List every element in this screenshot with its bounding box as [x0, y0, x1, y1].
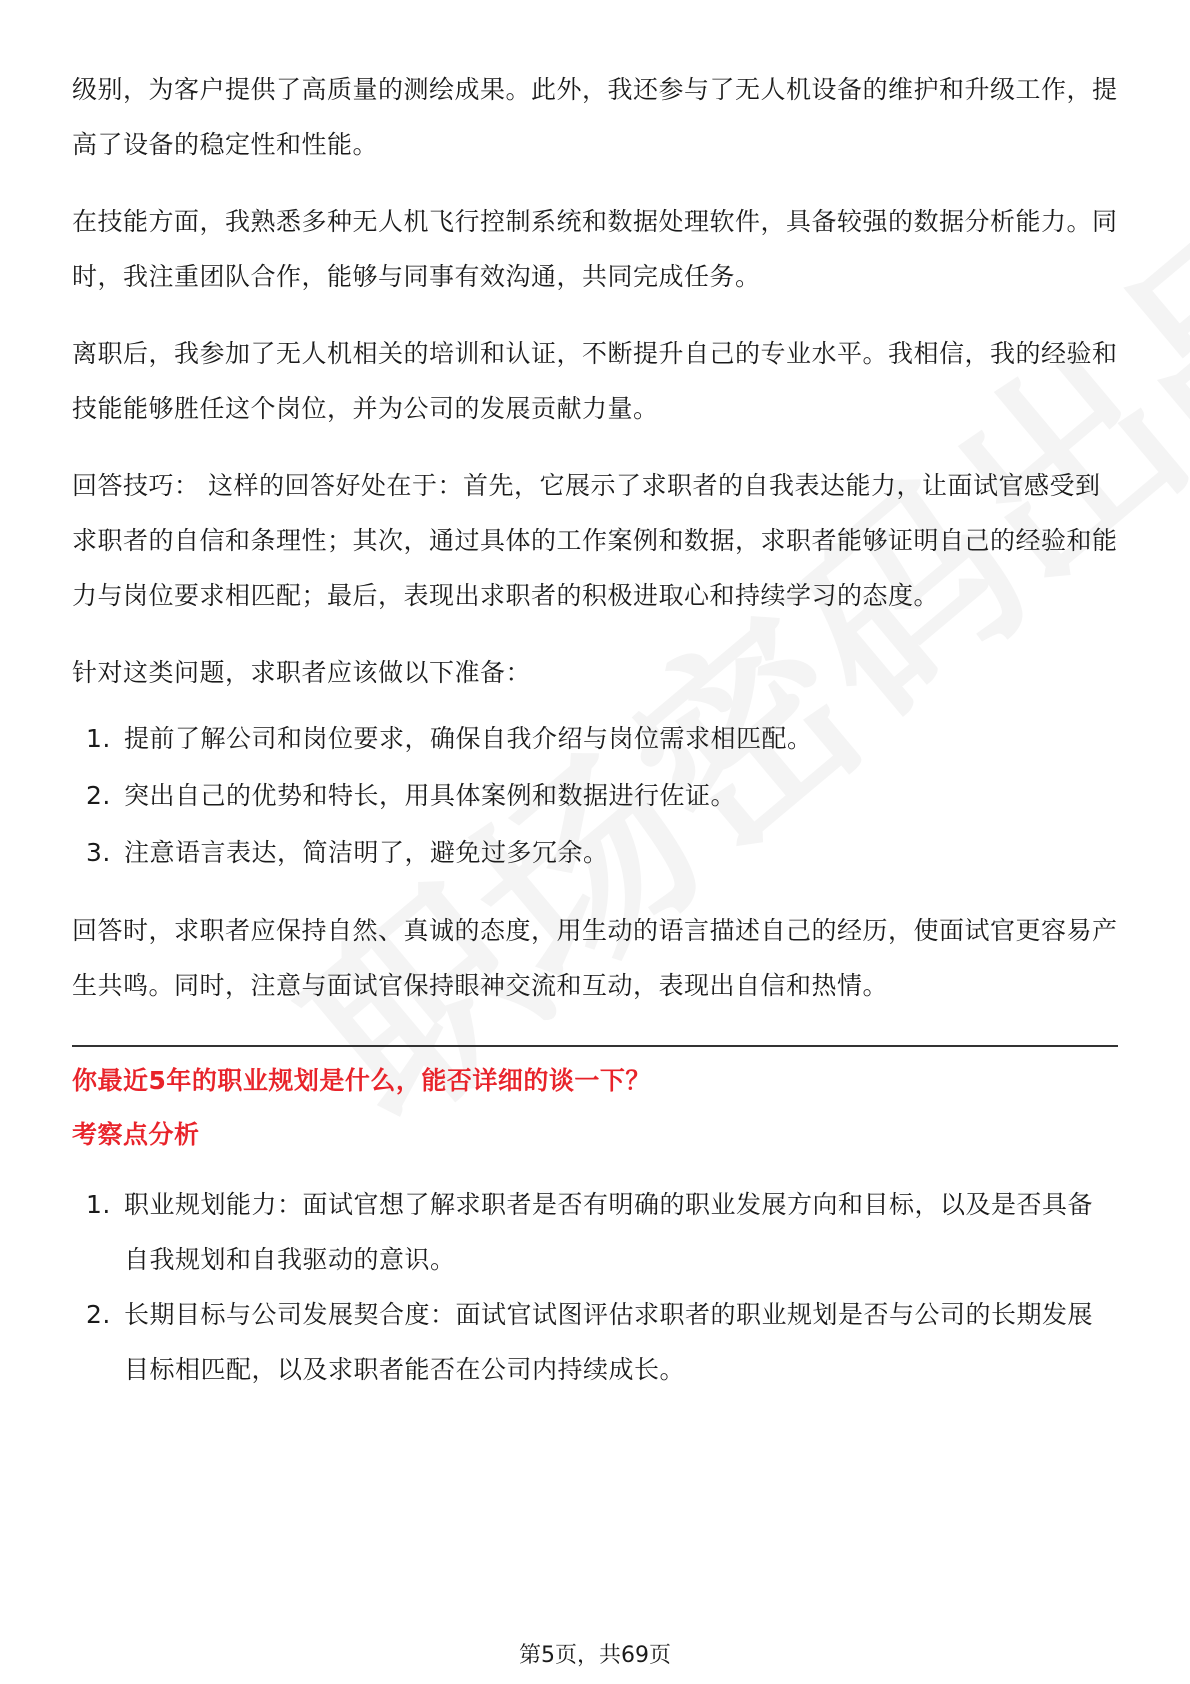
paragraph-2: 在技能方面，我熟悉多种无人机飞行控制系统和数据处理软件，具备较强的数据分析能力。同时，我注重团队合作，能够与同事有效沟通，共同完成任务。 — [72, 207, 1118, 291]
analysis-points-list — [72, 1177, 1118, 1397]
list-number: 1. — [86, 1190, 111, 1219]
list-item — [72, 824, 1118, 881]
paragraph-6: 回答时，求职者应保持自然、真诚的态度，用生动的语言描述自己的经历，使面试官更容易产生共鸣。同时，注意与面试官保持眼神交流和互动，表现出自信和热情。 — [72, 916, 1118, 1000]
list-number: 2. — [86, 1300, 111, 1329]
list-number: 3. — [86, 838, 111, 867]
section-divider — [72, 1045, 1118, 1047]
list-number: 2. — [86, 781, 111, 810]
paragraph-5: 针对这类问题，求职者应该做以下准备： — [72, 658, 532, 687]
page-number-footer: 第5页，共69页 — [519, 1643, 671, 1668]
list-item-text: 长期目标与公司发展契合度：面试官试图评估求职者的职业规划是否与公司的长期发展目标相匹配，以及求职者能否在公司内持续成长。 — [124, 1300, 1094, 1384]
list-item — [72, 710, 1118, 767]
list-item — [72, 767, 1118, 824]
prep-list — [72, 710, 1118, 881]
paragraph-1: 级别，为客户提供了高质量的测绘成果。此外，我还参与了无人机设备的维护和升级工作，提高了设备的稳定性和性能。 — [72, 75, 1118, 159]
list-item — [72, 1287, 1118, 1397]
list-number: 1. — [86, 724, 111, 753]
list-item-text: 职业规划能力：面试官想了解求职者是否有明确的职业发展方向和目标，以及是否具备自我规划和自我驱动的意识。 — [124, 1190, 1094, 1274]
page-content — [72, 62, 1118, 1419]
section-title: 考察点分析 — [72, 1120, 200, 1149]
list-item-text: 提前了解公司和岗位要求，确保自我介绍与岗位需求相匹配。 — [124, 724, 813, 753]
question-title: 你最近5年的职业规划是什么，能否详细的谈一下？ — [72, 1066, 651, 1095]
paragraph-4-answer-tips: 回答技巧： 这样的回答好处在于：首先，它展示了求职者的自我表达能力，让面试官感受到求职者的自信和条理性；其次，通过具体的工作案例和数据，求职者能够证明自己的经验和能力与岗位要求相匹配；最后，表现出求职者的积极进取心和持续学习的态度。 — [72, 471, 1118, 610]
paragraph-3: 离职后，我参加了无人机相关的培训和认证，不断提升自己的专业水平。我相信，我的经验和技能能够胜任这个岗位，并为公司的发展贡献力量。 — [72, 339, 1118, 423]
list-item-text: 突出自己的优势和特长，用具体案例和数据进行佐证。 — [124, 781, 737, 810]
list-item-text: 注意语言表达，简洁明了，避免过多冗余。 — [124, 838, 609, 867]
list-item — [72, 1177, 1118, 1287]
